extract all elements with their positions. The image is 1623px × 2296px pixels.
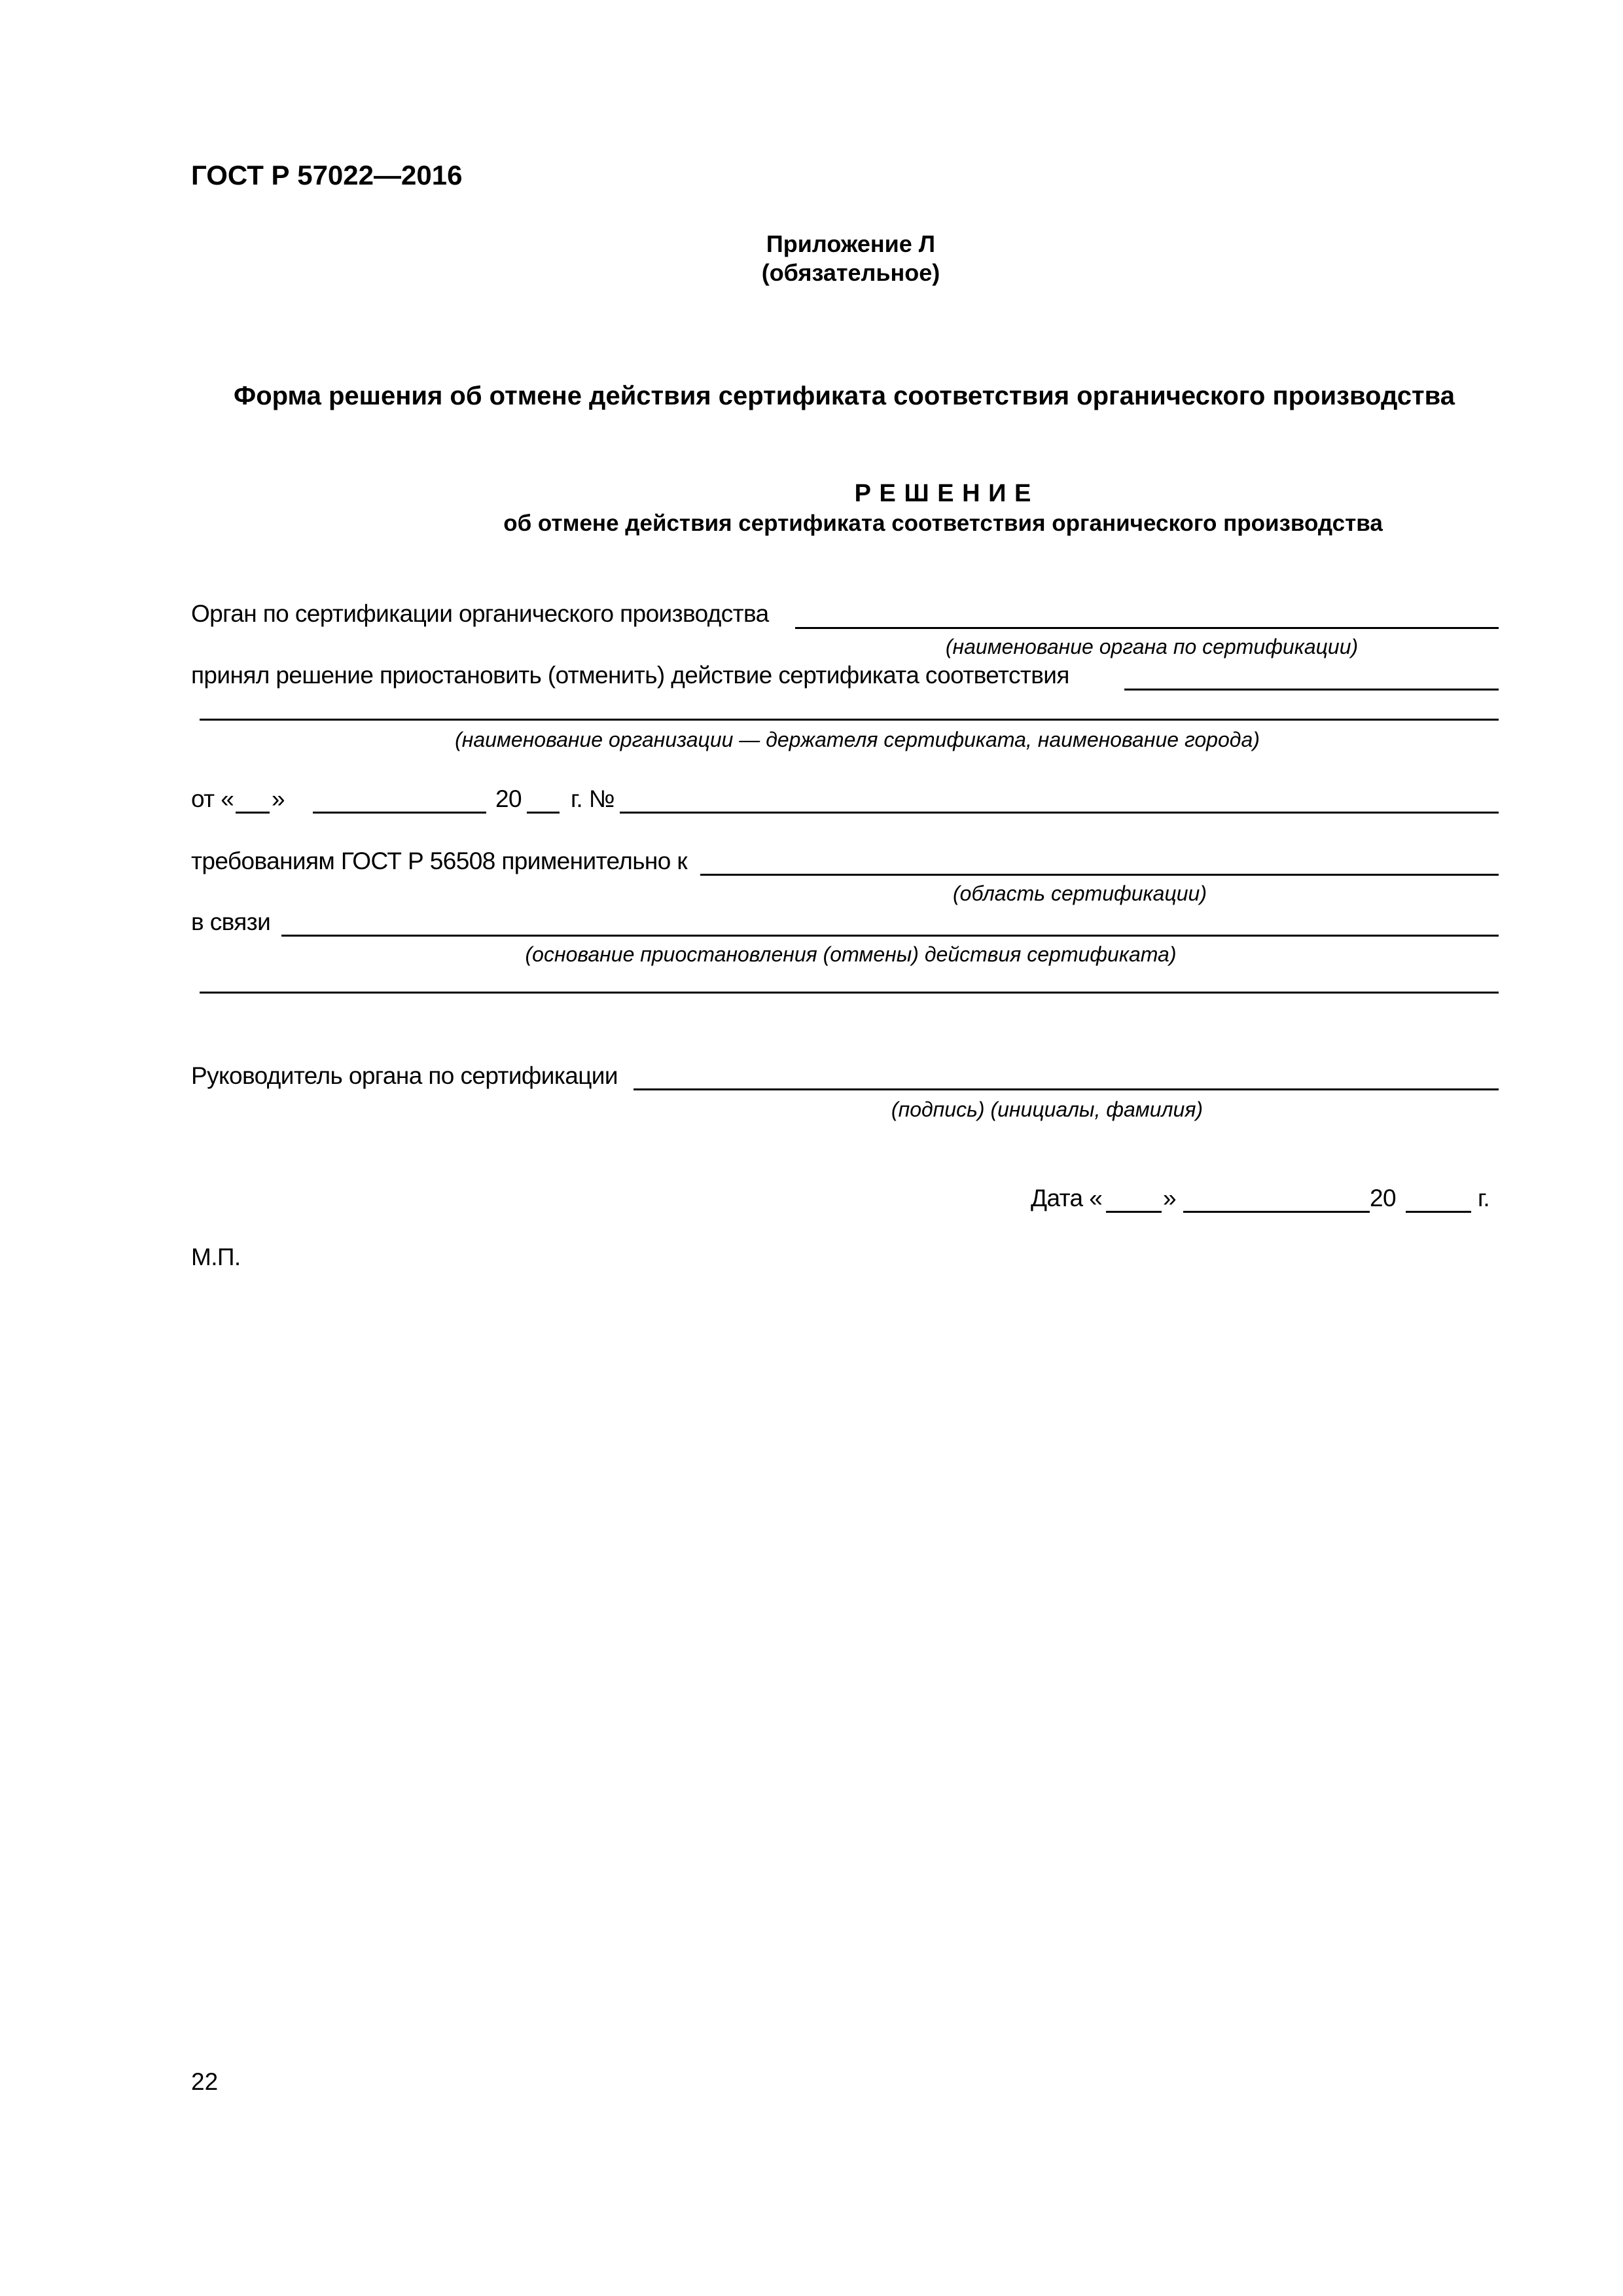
form-title: Форма решения об отмене действия сертификата соответствия органического производства: [234, 382, 1455, 410]
date-year-input-line[interactable]: [1406, 1211, 1471, 1213]
stamp-label: М.П.: [191, 1244, 241, 1270]
number-input-line[interactable]: [620, 812, 1499, 814]
date-quote-close-2: »: [1163, 1185, 1176, 1211]
organ-input-line[interactable]: [795, 627, 1499, 629]
reason-input-line[interactable]: [281, 935, 1499, 937]
certificate-input-line[interactable]: [1124, 689, 1499, 691]
decision-subheading: об отмене действия сертификата соответствия органического производства: [503, 511, 1383, 536]
reason-caption: (основание приостановления (отмены) действия сертификата): [525, 942, 1177, 966]
signature-input-line[interactable]: [633, 1088, 1499, 1090]
date-month-input-line[interactable]: [1183, 1211, 1370, 1213]
organ-label: Орган по сертификации органического производства: [191, 600, 769, 627]
date-day-input-line[interactable]: [1106, 1211, 1162, 1213]
day-input-line[interactable]: [236, 812, 270, 814]
page-number: 22: [191, 2068, 219, 2095]
year-input-line[interactable]: [527, 812, 560, 814]
appendix-title: Приложение Л: [766, 230, 936, 257]
number-label: г. №: [571, 785, 615, 812]
scope-input-line[interactable]: [700, 874, 1499, 876]
date-year-prefix: 20: [1370, 1185, 1396, 1211]
requirements-label: требованиям ГОСТ Р 56508 применительно к: [191, 848, 687, 874]
month-input-line[interactable]: [313, 812, 486, 814]
reason-label: в связи: [191, 908, 271, 935]
decision-heading: Р Е Ш Е Н И Е: [854, 480, 1032, 507]
scope-caption: (область сертификации): [953, 882, 1207, 905]
signature-caption: (подпись) (инициалы, фамилия): [891, 1098, 1204, 1121]
holder-input-line[interactable]: [200, 719, 1499, 721]
reason-continuation-line[interactable]: [200, 992, 1499, 994]
head-label: Руководитель органа по сертификации: [191, 1062, 618, 1089]
date-prefix: от «: [191, 785, 234, 812]
date-year-suffix: г.: [1478, 1185, 1490, 1211]
date-label: Дата «: [1031, 1185, 1103, 1211]
decision-label: принял решение приостановить (отменить) действие сертификата соответствия: [191, 662, 1069, 689]
appendix-status: (обязательное): [761, 259, 940, 286]
holder-caption: (наименование организации — держателя сертификата, наименование города): [455, 728, 1260, 751]
organ-caption: (наименование органа по сертификации): [945, 635, 1359, 658]
date-quote-close: »: [272, 785, 285, 812]
standard-designation: ГОСТ Р 57022—2016: [191, 160, 463, 190]
year-prefix: 20: [495, 785, 522, 812]
